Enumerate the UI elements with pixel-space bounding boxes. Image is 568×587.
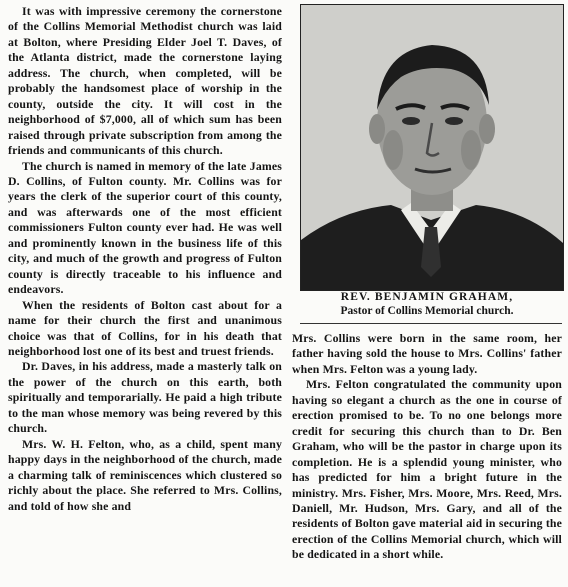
left-article-column [8,4,282,514]
article-paragraph: It was with impressive ceremony the cornerstone of the Collins Memorial Methodist church was laid at Bolton, where Presiding Elder Joel T. Daves, of the Atlanta district, made the cornerstone laying address. The church, when completed, will be probably the handsomest place of worship in the county, outside the city. It will cost in the neighborhood of $7,000, all of which sum has been raised through private subscription from among the friends and communicants of this church. [8,4,282,158]
right-article-column [292,331,562,563]
caption-divider [300,323,562,324]
article-paragraph: Dr. Daves, in his address, made a masterly talk on the power of the church on this earth, both spiritually and temporarially. He paid a high tribute to the man whose memory was being revered by this church. [8,359,282,436]
caption-name: REV. BENJAMIN GRAHAM, [340,291,514,303]
photo-caption [292,290,562,318]
article-paragraph: Mrs. W. H. Felton, who, as a child, spent many happy days in the neighborhood of the church, made a charming talk of reminiscences which clustered so richly about the place. She referred to Mrs. Collins, and told of how she and [8,436,282,513]
portrait-illustration [301,5,563,290]
article-paragraph: Mrs. Felton congratulated the community upon having so elegant a church as the one in course of erection promised to be. To no one belongs more credit for securing this church than to Dr. Ben Graham, who will be the pastor in charge upon its completion. He is a splendid young minister, who has predicted for him a bright future in the ministry. Mrs. Fisher, Mrs. Moore, Mrs. Reed, Mrs. Daniell, Mr. Hudson, Mrs. Gary, and all of the residents of Bolton gave material aid in securing the erection of the Collins Memorial church, which will be dedicated in a short while. [292,377,562,562]
article-paragraph: When the residents of Bolton cast about for a name for their church the first and unanimous choice was that of Collins, for in his death that neighborhood lost one of its best and truest friends. [8,297,282,358]
article-paragraph: Mrs. Collins were born in the same room, her father having sold the house to Mrs. Collins' father when Mrs. Felton was a young lady. [292,331,562,376]
portrait-photo [300,4,564,291]
caption-title: Pastor of Collins Memorial church. [340,305,514,317]
article-paragraph: The church is named in memory of the late James D. Collins, of Fulton county. Mr. Collins was for years the clerk of the superior court of this county, and was afterwards one of the most efficient commissioners Fulton county ever had. He was well and prominently known in the business life of this city, and much of the growth and progress of Fulton county is directly traceable to his influence and endeavors. [8,158,282,297]
